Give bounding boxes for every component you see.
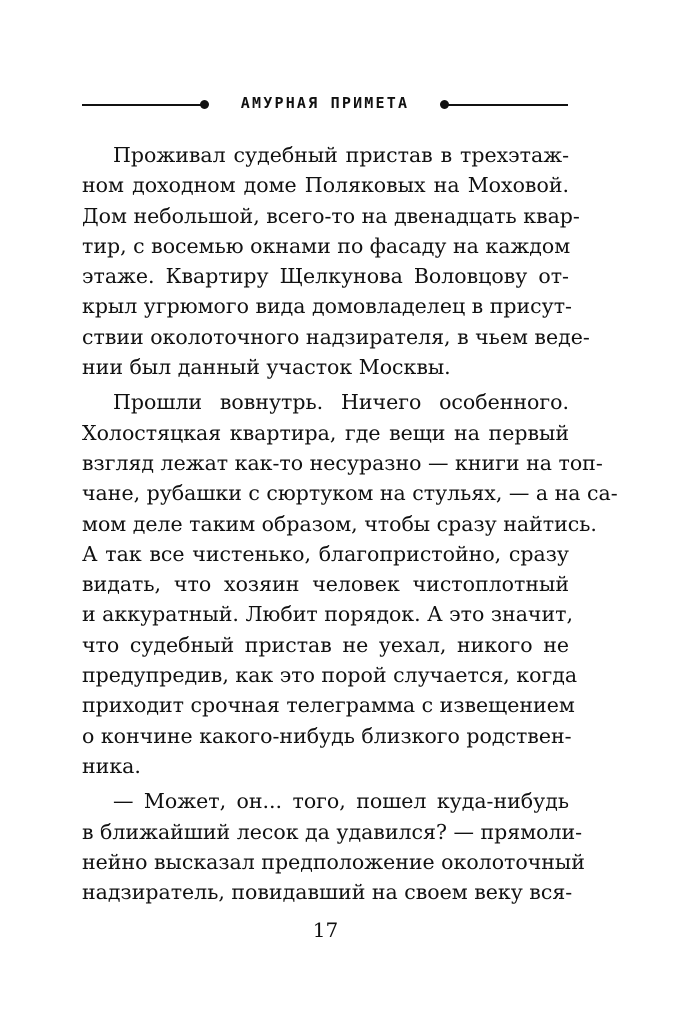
text-line: взгляд лежат как-то несуразно — книги на топ-: [82, 450, 603, 475]
header-rule-left: [82, 104, 203, 106]
text-line: крыл угрюмого вида домовладелец в присут-: [82, 294, 572, 319]
page-number: 17: [312, 918, 339, 942]
text-line: ном доходном доме Поляковых на Моховой.: [82, 173, 569, 198]
text-line: тир, с восемью окнами по фасаду на каждом: [82, 233, 571, 258]
text-line: нейно высказал предположение околоточный: [82, 849, 585, 874]
text-line: — Может, он... того, пошел куда-нибудь: [113, 789, 569, 814]
text-line: Дом небольшой, всего-то на двенадцать квар-: [82, 203, 580, 228]
text-line: приходит срочная телеграмма с извещением: [82, 693, 575, 718]
text-line: ника.: [82, 753, 141, 778]
text-line: что судебный пристав не уехал, никого не: [82, 632, 569, 657]
body-text: [82, 140, 618, 907]
text-line: этаже. Квартиру Щелкунова Воловцову от-: [82, 264, 569, 289]
text-line: нии был данный участок Москвы.: [82, 355, 451, 380]
text-line: мом деле таким образом, чтобы сразу найтись.: [82, 511, 597, 536]
text-line: надзиратель, повидавший на своем веку вся-: [82, 880, 573, 905]
text-line: и аккуратный. Любит порядок. А это значит,: [82, 602, 573, 627]
text-line: о кончине какого-нибудь близкого родствен-: [82, 723, 572, 748]
text-line: А так все чистенько, благопристойно, сразу: [82, 541, 569, 566]
header-dot-left-icon: [200, 100, 209, 109]
paragraph-2: [82, 387, 618, 781]
header-rule-right: [446, 104, 568, 106]
text-line: Прошли вовнутрь. Ничего особенного.: [113, 390, 569, 415]
text-line: Проживал судебный пристав в трехэтаж-: [113, 143, 569, 167]
text-line: чане, рубашки с сюртуком на стульях, — а на са-: [82, 481, 618, 506]
text-line: предупредив, как это порой случается, когда: [82, 663, 578, 688]
text-line: видать, что хозяин человек чистоплотный: [82, 572, 569, 597]
text-line: Холостяцкая квартира, где вещи на первый: [82, 420, 569, 445]
running-title: АМУРНАЯ ПРИМЕТА: [240, 94, 410, 112]
text-line: в ближайший лесок да удавился? — прямоли-: [82, 819, 583, 844]
paragraph-1: [82, 140, 590, 382]
paragraph-3: [82, 786, 585, 907]
text-line: ствии околоточного надзирателя, в чьем веде-: [82, 324, 590, 349]
running-header: [82, 92, 568, 118]
